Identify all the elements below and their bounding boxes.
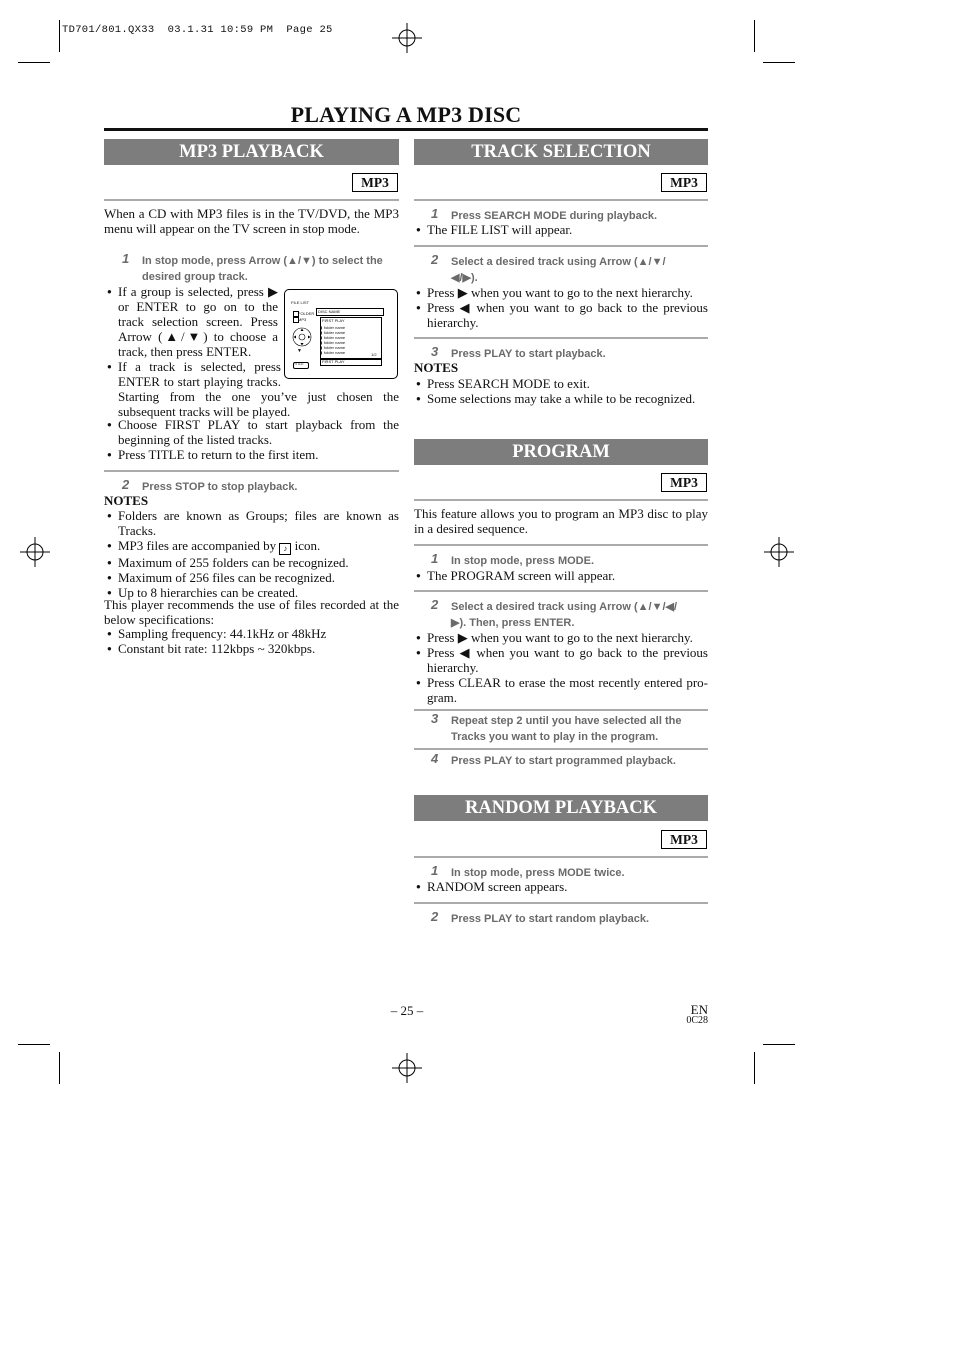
step-2: [431, 599, 681, 631]
crop-mark: [754, 1052, 755, 1084]
bullet: ● Press ▶ when you want to go to the next hierarchy.: [415, 285, 708, 300]
bottom-item: FIRST PLAY: [322, 359, 345, 364]
step1-bullets: [415, 568, 708, 583]
spec-item: ● Constant bit rate: 112kbps ~ 320kbps.: [106, 641, 399, 656]
step-text: In stop mode, press MODE.: [451, 555, 595, 567]
mp3-file-icon: ♪: [279, 543, 291, 555]
folder-item: folder name: [324, 325, 346, 330]
step-text: Press PLAY to start random playback.: [451, 913, 650, 925]
step-text: Press PLAY to start playback.: [451, 348, 606, 360]
bullet: ● RANDOM screen appears.: [415, 879, 708, 894]
bullet: ● The PROGRAM screen will appear.: [415, 568, 708, 583]
program-intro: This feature allows you to program an MP3 disc to play in a desired sequence.: [414, 506, 708, 536]
document-code: 0C28: [686, 1015, 708, 1026]
page-number: – 25 –: [390, 1003, 424, 1018]
step-text: Press STOP to stop playback.: [142, 481, 298, 493]
crop-mark: [59, 20, 60, 52]
program-heading: PROGRAM: [414, 439, 708, 465]
step-number: 4: [431, 751, 439, 766]
step-text: Select a desired track using Arrow (▲/▼/◀/▶).: [451, 256, 666, 284]
note-item: ● Folders are known as Groups; files are known as Tracks.: [106, 508, 399, 538]
notes-heading: NOTES: [414, 360, 459, 375]
folder-item: folder name: [324, 340, 346, 345]
step-number: 1: [431, 551, 439, 566]
step-2: [122, 479, 392, 495]
divider: [414, 544, 708, 546]
step-3: [431, 713, 708, 745]
folder-item: folder name: [324, 345, 346, 350]
step2-bullets: [415, 630, 708, 705]
step1-bullets-more: [106, 417, 399, 462]
step-number: 1: [122, 251, 130, 266]
note-item: ● Maximum of 256 files can be recognized.: [106, 570, 399, 585]
bullet-text: If a track is selected, press ENTER to start playing tracks. Starting from the one you’ve just chosen the subsequent tracks will be played.: [118, 359, 399, 419]
step-number: 2: [122, 477, 130, 492]
note-item: ● Maximum of 255 folders can be recognized.: [106, 555, 399, 570]
divider: [414, 709, 708, 711]
print-header: TD701/801.QX33 03.1.31 10:59 PM Page 25: [62, 24, 333, 36]
bullet: ● If a group is selected, press ▶ or ENTER to go on to the track selection screen. Press Arrow (▲/▼) to choose a track, then press ENTER.: [106, 284, 278, 359]
step-text: Press SEARCH MODE during playback.: [451, 210, 657, 222]
step-4: [431, 753, 708, 769]
folder-item-icon: ▮: [320, 345, 323, 350]
step-number: 3: [431, 344, 439, 359]
registration-mark: [392, 1053, 422, 1083]
divider: [414, 902, 708, 904]
step-2: [431, 254, 671, 286]
registration-mark: [392, 23, 422, 53]
folder-item-icon: ▮: [320, 340, 323, 345]
step-text: In stop mode, press Arrow (▲/▼) to select the desired group track.: [142, 255, 383, 283]
note-item: [106, 538, 399, 555]
title-button-label: TITLE: [294, 362, 304, 366]
folder-label: FOLDER: [298, 311, 315, 316]
step-text: In stop mode, press MODE twice.: [451, 867, 625, 879]
step-2: [431, 911, 708, 927]
mp3-label: MP3: [298, 317, 307, 322]
folder-item-icon: ▮: [320, 325, 323, 330]
bullet: ● Press ◀ when you want to go back to the previous hierarchy.: [415, 645, 708, 675]
note-item: ● Some selections may take a while to be recognized.: [415, 391, 708, 406]
arrow-pad-icon: [291, 326, 313, 348]
step-number: 2: [431, 909, 439, 924]
step1-bullets: [415, 222, 708, 237]
divider: [414, 748, 708, 750]
divider: [414, 856, 708, 858]
note-text: MP3 files are accompanied by: [118, 538, 277, 553]
crop-mark: [763, 1044, 795, 1045]
bullet-dot: ●: [107, 362, 112, 371]
bullet: ● Choose FIRST PLAY to start playback from the beginning of the listed tracks.: [106, 417, 399, 447]
bullet: ● Press ▶ when you want to go to the next hierarchy.: [415, 630, 708, 645]
mp3-tag: MP3: [352, 173, 398, 192]
divider: [104, 199, 399, 201]
mp3-tag: MP3: [661, 473, 707, 492]
page-indicator: 1/2: [371, 352, 377, 357]
step-text: Press PLAY to start programmed playback.: [451, 755, 676, 767]
recommendation: This player recommends the use of files recorded at the below specifications:: [104, 597, 399, 627]
divider: [414, 499, 708, 501]
step1-bullets: [415, 879, 708, 894]
registration-mark: [764, 537, 794, 567]
notes-list: [106, 508, 399, 600]
step2-bullets: [415, 285, 708, 330]
down-arrow-icon: ▼: [297, 348, 302, 354]
step-3: [431, 346, 708, 362]
crop-mark: [18, 1044, 50, 1045]
title-rule: [104, 128, 708, 131]
folder-item: folder name: [324, 335, 346, 340]
step-text: Select a desired track using Arrow (▲/▼/◀/▶). Then, press ENTER.: [451, 601, 678, 629]
bullet: ● The FILE LIST will appear.: [415, 222, 708, 237]
step-number: 2: [431, 597, 439, 612]
mp3-intro: When a CD with MP3 files is in the TV/DVD, the MP3 menu will appear on the TV screen in stop mode.: [104, 206, 399, 236]
step-number: 1: [431, 206, 439, 221]
divider: [414, 245, 708, 247]
spec-item: ● Sampling frequency: 44.1kHz or 48kHz: [106, 626, 399, 641]
crop-mark: [18, 62, 50, 63]
random-playback-heading: RANDOM PLAYBACK: [414, 795, 708, 821]
folder-item: folder name: [324, 350, 346, 355]
note-item: ● Press SEARCH MODE to exit.: [415, 376, 708, 391]
notes-list: [415, 376, 708, 406]
specs-list: [106, 626, 399, 656]
mp3-tag: MP3: [661, 830, 707, 849]
first-play-item: FIRST PLAY: [322, 318, 345, 323]
folder-item-icon: ▮: [320, 350, 323, 355]
crop-mark: [59, 1052, 60, 1084]
note-item: ● Up to 8 hierarchies can be created.: [106, 585, 399, 600]
bullet: ● Press ◀ when you want to go back to the previous hierarchy.: [415, 300, 708, 330]
step-number: 1: [431, 863, 439, 878]
folder-item: folder name: [324, 330, 346, 335]
note-text: icon.: [294, 538, 321, 553]
bullet: ● Press TITLE to return to the first item.: [106, 447, 399, 462]
divider: [414, 337, 708, 339]
disc-name: DISC NAME: [318, 309, 341, 314]
divider: [104, 470, 399, 472]
language-code: EN: [690, 1002, 708, 1017]
divider: [414, 590, 708, 592]
step1-bullets: [106, 284, 278, 359]
folder-item-icon: ▮: [320, 335, 323, 340]
mp3-tag: MP3: [661, 173, 707, 192]
mp3-playback-heading: MP3 PLAYBACK: [104, 139, 399, 165]
page-title: PLAYING A MP3 DISC: [290, 102, 522, 127]
step-number: 2: [431, 252, 439, 267]
step-1: [122, 253, 392, 285]
file-list-screen-thumbnail: [284, 289, 398, 379]
crop-mark: [763, 62, 795, 63]
step-1: [431, 553, 708, 569]
screen-title: FILE LIST: [291, 300, 310, 305]
step-text: Repeat step 2 until you have selected all the Tracks you want to play in the program.: [451, 715, 682, 743]
crop-mark: [754, 20, 755, 52]
folder-item-icon: ▮: [320, 330, 323, 335]
track-selection-heading: TRACK SELECTION: [414, 139, 708, 165]
registration-mark: [20, 537, 50, 567]
step-number: 3: [431, 711, 439, 726]
divider: [414, 199, 708, 201]
bullet: ● Press CLEAR to erase the most recently entered pro-gram.: [415, 675, 708, 705]
notes-heading: NOTES: [104, 493, 149, 508]
